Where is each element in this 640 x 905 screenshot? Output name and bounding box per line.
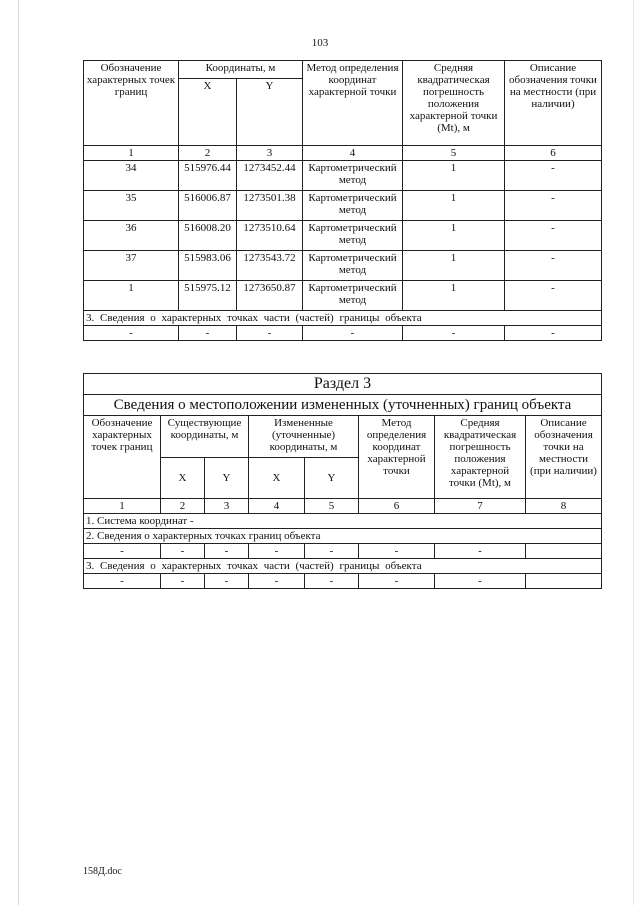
header-method: Метод определения координат характерной точки	[359, 416, 435, 499]
method: Картометрический метод	[303, 161, 403, 191]
description: -	[505, 161, 602, 191]
col-number: 4	[303, 146, 403, 161]
col-number: 1	[84, 499, 161, 514]
method: Картометрический метод	[303, 191, 403, 221]
header-error: Средняя квадратическая погрешность положения характерной точки (Mt), м	[435, 416, 526, 499]
header-designation: Обозначение характерных точек границ	[84, 61, 179, 146]
header-x: X	[249, 458, 305, 499]
coord-y: 1273543.72	[237, 251, 303, 281]
header-changed-coords: Измененные (уточненные) координаты, м	[249, 416, 359, 458]
point-number: 37	[84, 251, 179, 281]
col-number: 2	[161, 499, 205, 514]
dash-cell: -	[249, 574, 305, 589]
table-row	[84, 221, 602, 251]
point-number: 1	[84, 281, 179, 311]
col-number: 2	[179, 146, 237, 161]
section-3-table	[83, 373, 602, 589]
table-row	[84, 574, 602, 589]
method: Картометрический метод	[303, 281, 403, 311]
table-row	[84, 191, 602, 221]
coord-y: 1273501.38	[237, 191, 303, 221]
col-number: 6	[505, 146, 602, 161]
scan-edge-left	[18, 0, 19, 905]
dash-cell: -	[237, 326, 303, 341]
description: -	[505, 281, 602, 311]
header-coordinates: Координаты, м	[179, 61, 303, 79]
scan-edge-right	[633, 0, 634, 905]
dash-cell: -	[435, 574, 526, 589]
dash-cell: -	[84, 574, 161, 589]
header-error: Средняя квадратическая погрешность положения характерной точки (Mt), м	[403, 61, 505, 146]
dash-cell: -	[359, 574, 435, 589]
coord-x: 516006.87	[179, 191, 237, 221]
part-title: 3. Сведения о характерных точках части (частей) границы объекта	[84, 559, 602, 574]
coord-x: 515983.06	[179, 251, 237, 281]
dash-cell: -	[303, 326, 403, 341]
header-description: Описание обозначения точки на местности (при наличии)	[505, 61, 602, 146]
header-designation: Обозначение характерных точек границ	[84, 416, 161, 499]
coordinates-table	[83, 60, 602, 341]
header-x: X	[161, 458, 205, 499]
table-row	[84, 161, 602, 191]
coord-y: 1273510.64	[237, 221, 303, 251]
part-title: 3. Сведения о характерных точках части (частей) границы объекта	[84, 311, 602, 326]
col-number: 5	[305, 499, 359, 514]
header-description: Описание обозначения точки на местности (при наличии)	[526, 416, 602, 499]
col-number: 7	[435, 499, 526, 514]
dash-cell: -	[161, 544, 205, 559]
page-number: 103	[311, 37, 329, 49]
dash-cell: -	[305, 544, 359, 559]
coord-y: 1273452.44	[237, 161, 303, 191]
coord-x: 515975.12	[179, 281, 237, 311]
description: -	[505, 221, 602, 251]
header-method: Метод определения координат характерной точки	[303, 61, 403, 146]
col-number: 4	[249, 499, 305, 514]
dash-cell: -	[249, 544, 305, 559]
header-y: Y	[205, 458, 249, 499]
error: 1	[403, 281, 505, 311]
header-y: Y	[305, 458, 359, 499]
dash-cell: -	[305, 574, 359, 589]
point-number: 35	[84, 191, 179, 221]
error: 1	[403, 221, 505, 251]
coord-system: 1. Система координат -	[84, 514, 602, 529]
error: 1	[403, 251, 505, 281]
dash-cell: -	[179, 326, 237, 341]
dash-cell: -	[403, 326, 505, 341]
col-number: 3	[237, 146, 303, 161]
dash-cell: -	[205, 574, 249, 589]
method: Картометрический метод	[303, 251, 403, 281]
section-heading: Раздел 3	[84, 374, 602, 395]
error: 1	[403, 191, 505, 221]
col-number: 3	[205, 499, 249, 514]
dash-cell: -	[205, 544, 249, 559]
coord-y: 1273650.87	[237, 281, 303, 311]
dash-cell: -	[161, 574, 205, 589]
dash-cell: -	[435, 544, 526, 559]
section-title: Сведения о местоположении измененных (уточненных) границ объекта	[84, 395, 602, 416]
coord-x: 516008.20	[179, 221, 237, 251]
header-y: Y	[237, 79, 303, 146]
method: Картометрический метод	[303, 221, 403, 251]
description: -	[505, 251, 602, 281]
table-row	[84, 544, 602, 559]
point-number: 34	[84, 161, 179, 191]
dash-cell	[526, 544, 602, 559]
point-number: 36	[84, 221, 179, 251]
dash-cell: -	[505, 326, 602, 341]
dash-cell	[526, 574, 602, 589]
dash-cell: -	[359, 544, 435, 559]
header-x: X	[179, 79, 237, 146]
points-title: 2. Сведения о характерных точках границ объекта	[84, 529, 602, 544]
col-number: 8	[526, 499, 602, 514]
header-existing-coords: Существующие координаты, м	[161, 416, 249, 458]
table-row	[84, 281, 602, 311]
col-number: 5	[403, 146, 505, 161]
error: 1	[403, 161, 505, 191]
col-number: 1	[84, 146, 179, 161]
col-number: 6	[359, 499, 435, 514]
dash-cell: -	[84, 544, 161, 559]
footer-filename: 158Д.doc	[83, 866, 122, 877]
dash-cell: -	[84, 326, 179, 341]
table-row	[84, 326, 602, 341]
table-row	[84, 251, 602, 281]
coord-x: 515976.44	[179, 161, 237, 191]
description: -	[505, 191, 602, 221]
